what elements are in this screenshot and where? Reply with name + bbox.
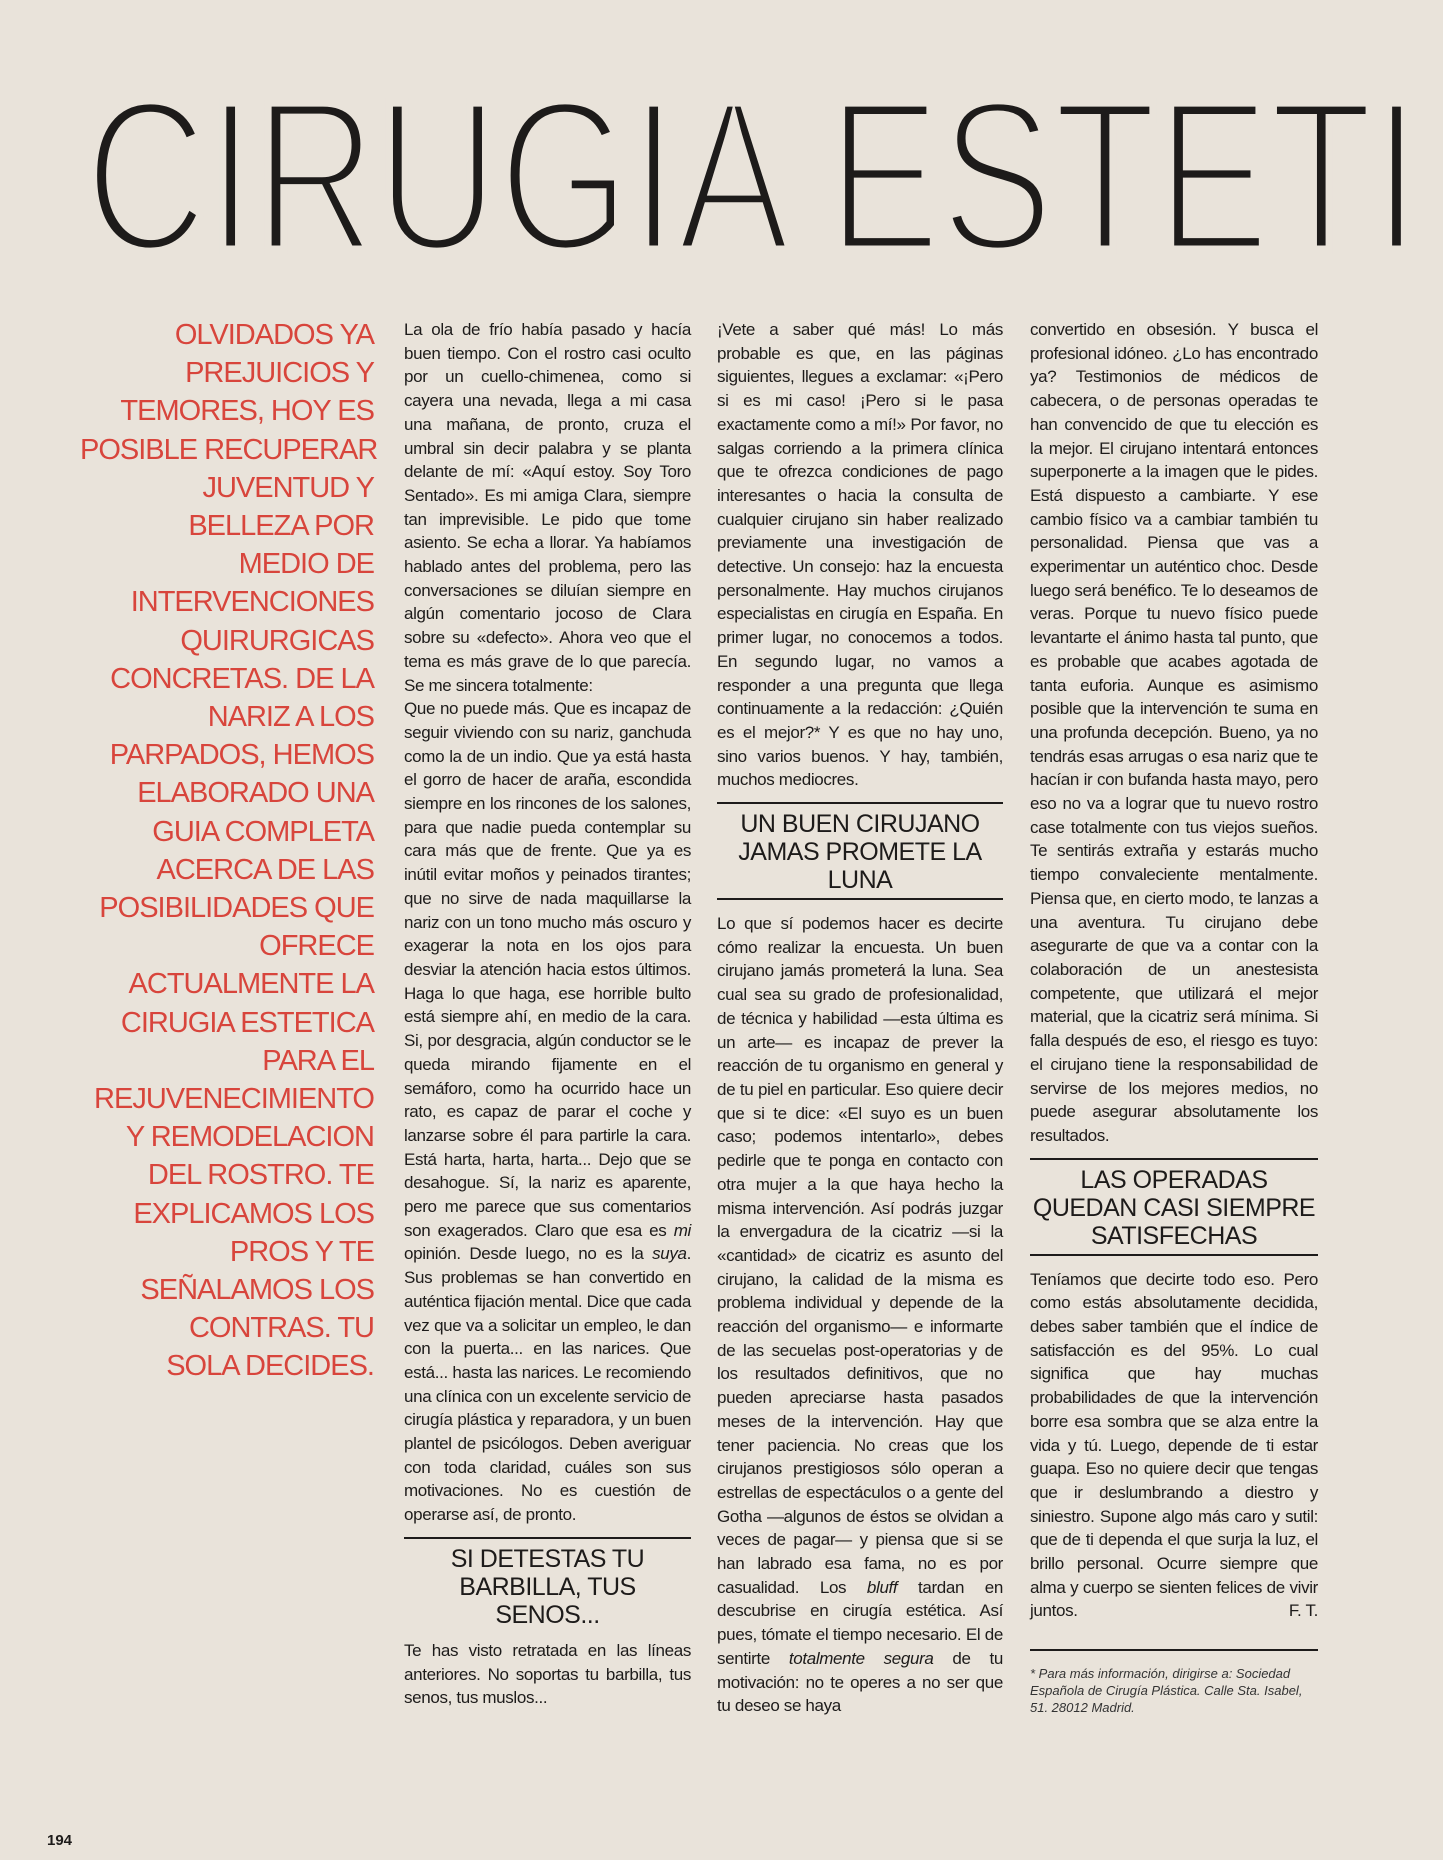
deck-line: PARPADOS, HEMOS — [109, 739, 374, 772]
emphasis: suya — [652, 1244, 687, 1264]
column-3 — [1030, 318, 1318, 1716]
column-2 — [717, 318, 1003, 1718]
paragraph: Te has visto retratada en las líneas anteriores. No soportas tu barbilla, tus senos, tus muslos... — [404, 1640, 691, 1708]
paragraph: convertido en obsesión. Y busca el profesional idóneo. ¿Lo has encontrado ya? Testimonios de médicos de cabecera, o de personas operadas te han convencido de que tu elección es la mejor. El cirujano intentará entonces superponerte a la imagen que le pides. Está dispuesto a cambiarte. Y ese cambio físico va a cambiar también tu personalidad. Piensa que vas a experimentar un auténtico choc. Desde luego será benéfico. Te lo deseamos de veras. Porque tu nuevo físico puede levantarte el ánimo hasta tal punto, que es probable que acabes agotada de tanta euforia. Aunque es asimismo posible que la intervención te suma en una profunda decepción. Bueno, ya no tendrás esas arrugas o esa nariz que te hacían ir con bufanda hasta mayo, pero eso no va a lograr que tu nuevo rostro case totalmente con tus viejos sueños. Te sentirás extraña y estarás mucho tiempo convaleciente mentalmente. Piensa que, en cierto modo, te lanzas a una aventura. Tu cirujano debe asegurarte de que va a contar con la colaboración de un anestesista competente, que utilizará el mejor material, que la cicatriz será mínima. Si falla después de eso, el riesgo es tuyo: el cirujano tiene la responsabilidad de servirse de los mejores medios, no puede asegurar absolutamente los resultados. — [1030, 320, 1318, 1145]
text: . Sus problemas se han convertido en auténtica fijación mental. Dice que cada vez que va a solicitar un empleo, le dan con la puerta... en las narices. Que está... hasta las narices. Le recomiendo una clínica con un excelente servicio de cirugía plástica y reparadora, y un buen plantel de psicólogos. Deben averiguar con toda claridad, cuáles son sus motivaciones. No es cuestión de operarse así, de pronto. — [404, 1244, 691, 1525]
deck-line: TEMORES, HOY ES — [120, 395, 374, 428]
deck-line: GUIA COMPLETA — [152, 815, 374, 848]
deck-line: INTERVENCIONES — [130, 586, 374, 619]
author-signature: F. T. — [1288, 1601, 1318, 1621]
text: opinión. Desde luego, no es la — [404, 1244, 653, 1264]
deck-line: BELLEZA POR — [188, 510, 374, 543]
deck-line: POSIBILIDADES QUE — [99, 892, 374, 925]
deck-line: CIRUGIA ESTETICA — [120, 1006, 374, 1039]
text: Teníamos que decirte todo eso. Pero como estás absolutamente decidida, debes saber también que el índice de satisfacción es del 95%. Lo cual significa que hay muchas probabilidades de que la intervención borre esa sombra que se alza entre la vida y tú. Luego, depende de ti estar guapa. Eso no quiere decir que tengas que ir deslumbrando a diestro y siniestro. Supone algo más caro y sutil: que de ti dependa el que surja la luz, el brillo personal. Ocurre siempre que alma y cuerpo se sienten felices de vivir juntos. — [1030, 1269, 1318, 1621]
emphasis: bluff — [866, 1577, 898, 1597]
article-title — [0, 0, 1443, 300]
deck-line: OFRECE — [259, 930, 374, 963]
deck-line: MEDIO DE — [238, 548, 374, 581]
deck-line: SEÑALAMOS LOS — [140, 1274, 374, 1307]
paragraph — [404, 697, 691, 1527]
page-number: 194 — [47, 1832, 73, 1849]
article-title-text: CIRUGIA ESTETI — [85, 55, 1420, 296]
deck-line: CONTRAS. TU — [188, 1312, 374, 1345]
article-deck — [80, 316, 378, 1386]
paragraph: La ola de frío había pasado y hacía buen tiempo. Con el rostro casi oculto por un cuello-chimenea, como si cayera una nevada, llega a mi casa una mañana, de pronto, cruza el umbral sin decir palabra y se planta delante de mí: «Aquí estoy. Soy Toro Sentado». Es mi amiga Clara, siempre tan imprevisible. Le pido que tome asiento. Se echa a llorar. Ya habíamos hablado antes del problema, pero las conversaciones se diluían siempre en algún comentario jocoso de Clara sobre su «defecto». Ahora veo que el tema es más grave de lo que parecía. Se me sincera totalmente: — [404, 320, 691, 695]
deck-line: Y REMODELACION — [125, 1121, 374, 1154]
deck-line: SOLA DECIDES. — [166, 1350, 374, 1383]
paragraph: ¡Vete a saber qué más! Lo más probable es que, en las páginas siguientes, llegues a exclamar: «¡Pero si es mi caso! ¡Pero si le pasa exactamente como a mí!» Por favor, no salgas corriendo a la primera clínica que te ofrezca condiciones de pago interesantes o hacia la consulta de cualquier cirujano sin haber realizado previamente una investigación de detective. Un consejo: haz la encuesta personalmente. Hay muchos cirujanos especialistas en cirugía en España. En primer lugar, no conocemos a todos. En segundo lugar, no vamos a responder a una pregunta que llega continuamente a la redacción: ¿Quién es el mejor?* Y es que no hay uno, sino varios buenos. Y hay, también, muchos mediocres. — [717, 320, 1003, 790]
text: Que no puede más. Que es incapaz de seguir viviendo con su nariz, ganchuda como la de un indio. Que ya está hasta el gorro de hacer de araña, escondida siempre en los rincones de los salones, para que nadie pueda contemplar su cara más que de frente. Que ya es inútil evitar moños y peinados tirantes; que no sirve de nada maquillarse la nariz con un tono mucho más oscuro y exagerar la nota en los ojos para desviar la atención hacia estos últimos. Haga lo que haga, ese horrible bulto está siempre ahí, en medio de la cara. Si, por desgracia, algún conductor se le queda mirando fijamente en el semáforo, como ha ocurrido hace un rato, es capaz de parar el coche y lanzarse sobre él para partirle la cara. Está harta, harta, harta... Dejo que se desahogue. Sí, la nariz es aparente, pero me parece que sus comentarios son exagerados. Claro que esa es — [404, 699, 691, 1240]
deck-line: EXPLICAMOS LOS — [133, 1197, 374, 1230]
deck-line: NARIZ A LOS — [207, 701, 374, 734]
deck-line: PROS Y TE — [229, 1235, 374, 1268]
deck-line: PREJUICIOS Y — [185, 357, 374, 390]
deck-line: QUIRURGICAS — [180, 624, 374, 657]
deck-line: DEL ROSTRO. TE — [147, 1159, 374, 1192]
deck-line: POSIBLE RECUPERAR — [80, 433, 378, 466]
subheading-operadas: LAS OPERADAS QUEDAN CASI SIEMPRE SATISFECHAS — [1030, 1158, 1318, 1256]
deck-line: ACTUALMENTE LA — [128, 968, 374, 1001]
text: de tu motivación: no te operes a no ser que tu deseo se haya — [717, 1648, 1004, 1716]
subheading-cirujano: UN BUEN CIRUJANO JAMAS PROMETE LA LUNA — [717, 802, 1003, 900]
text: Lo que sí podemos hacer es decirte cómo realizar la encuesta. Un buen cirujano jamás prometerá la luna. Sea cual sea su grado de profesionalidad, de técnica y habilidad —esta última es un arte— es incapaz de prever la reacción de tu organismo en general y de tu piel en particular. Eso quiere decir que si te dice: «El suyo es un buen caso; podemos intentarlo», debes pedirle que te ponga en contacto con otra mujer a la que haya hecho la misma intervención. Así podrás juzgar la envergadura de la cicatriz —si la «cantidad» de cicatriz es asunto del cirujano, la calidad de la misma es problema individual y depende de la reacción del organismo— e informarte de las secuelas post-operatorias y de los resultados definitivos, que no pueden apreciarse hasta pasados meses de la intervención. Hay que tener paciencia. No creas que los cirujanos prestigiosos sólo operan a estrellas de espectáculos o a gente del Gotha —algunos de éstos se olvidan a veces de pagar— y piensa que si se han labrado esa fama, no es por casualidad. Los — [717, 914, 1003, 1597]
deck-line: PARA EL — [262, 1044, 374, 1077]
deck-line: OLVIDADOS YA — [174, 319, 374, 351]
deck-line: REJUVENECIMIENTO — [94, 1083, 374, 1116]
emphasis: mi — [673, 1220, 691, 1240]
subheading-barbilla: SI DETESTAS TU BARBILLA, TUS SENOS... — [404, 1537, 691, 1633]
paragraph — [717, 912, 1003, 1718]
paragraph — [1030, 1268, 1318, 1624]
text: tardan en descubrise en cirugía estética. Así pues, tómate el tiempo necesario. El de sentirte — [717, 1577, 1003, 1668]
footnote: * Para más información, dirigirse a: Sociedad Española de Cirugía Plástica. Calle Sta. Isabel, 51. 28012 Madrid. — [1030, 1649, 1318, 1716]
deck-line: ELABORADO UNA — [137, 777, 374, 810]
deck-line: ACERCA DE LAS — [156, 853, 374, 886]
column-1 — [404, 318, 691, 1710]
deck-line: JUVENTUD Y — [202, 471, 374, 504]
emphasis: totalmente segura — [788, 1648, 934, 1668]
deck-line: CONCRETAS. DE LA — [110, 662, 374, 695]
